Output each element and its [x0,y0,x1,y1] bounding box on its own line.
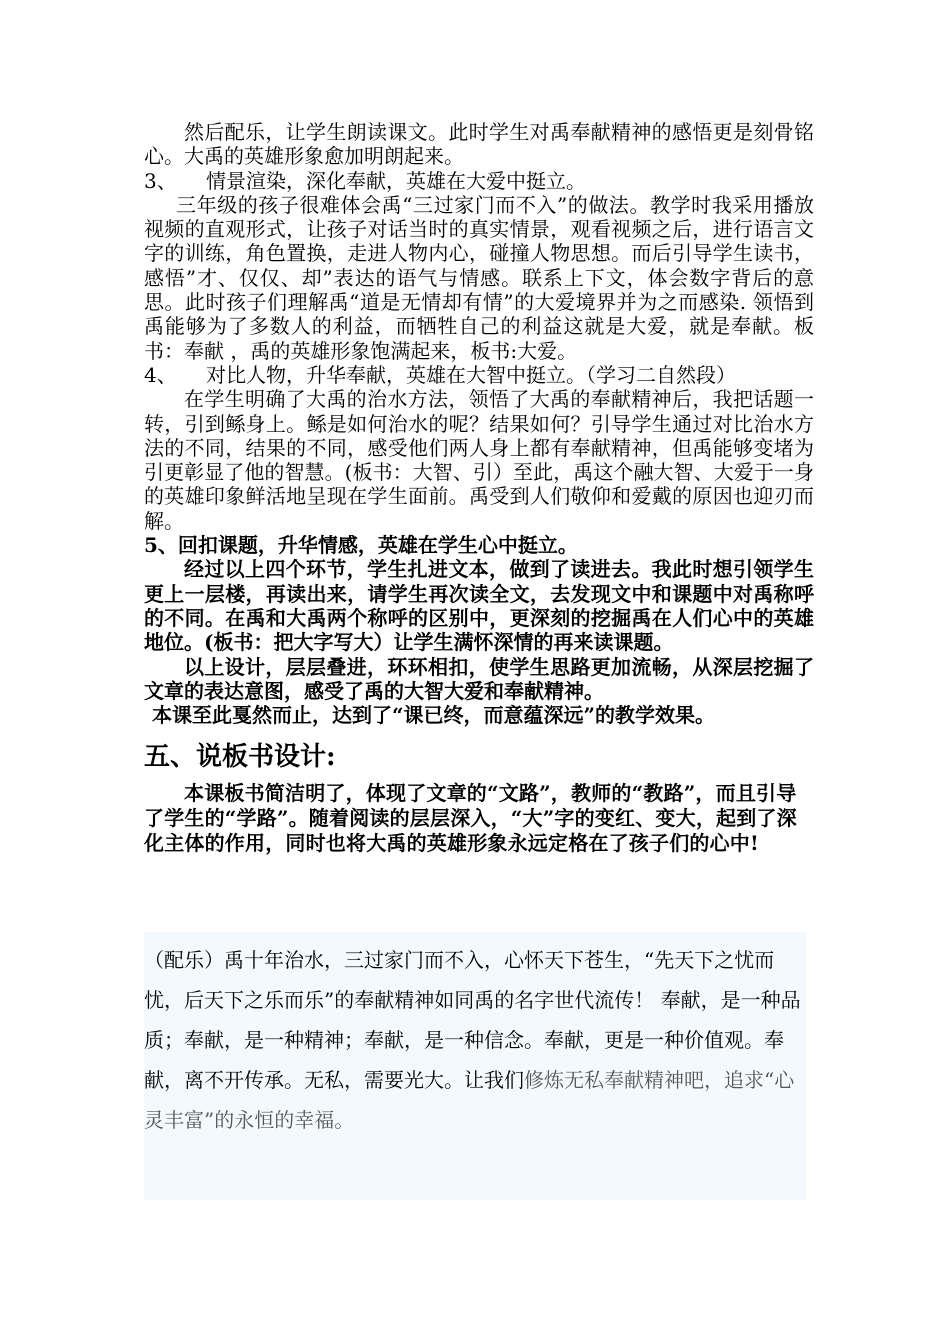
paragraph-music-reading: 然后配乐，让学生朗读课文。此时学生对禹奉献精神的感悟更是刻骨铭心。大禹的英雄形象愈加明朗起来。 [144,120,814,169]
paragraph-scene-rendering: 三年级的孩子很难体会禹“三过家门而不入”的做法。教学时我采用播放视频的直观形式，让孩子对话当时的真实情景，观看视频之后，进行语言文字的训练，角色置换，走进人物内心，碰撞人物思想。而后引导学生读书，感悟”才、仅仅、却”表达的语气与情感。联系上下文，体会数字背后的意思。此时孩子们理解禹“道是无情却有情”的大爱境界并为之而感染. 领悟到禹能够为了多数人的利益，而牺牲自己的利益这就是大爱，就是奉献。板书：奉献 ，禹的英雄形象饱满起来，板书:大爱。 [144,192,814,363]
step-title: 对比人物，升华奉献，英雄在大智中挺立。（学习二自然段） [206,362,736,387]
paragraph-summary: 以上设计，层层叠进，环环相扣，使学生思路更加流畅，从深层挖掘了文章的表达意图，感受了禹的大智大爱和奉献精神。 [144,654,814,703]
heading-step-5: 5、回扣课题，升华情感，英雄在学生心中挺立。 [144,533,578,558]
heading-step-3 [144,169,814,193]
section-heading-board-design: 五、说板书设计: [144,742,336,773]
paragraph-ending: 本课至此戛然而止，达到了“课已终，而意蕴深远”的教学效果。 [152,703,716,728]
paragraph-four-links: 经过以上四个环节，学生扎进文本，做到了读进去。我此时想引领学生更上一层楼，再读出来，请学生再次读全文，去发现文中和课题中对禹称呼的不同。在禹和大禹两个称呼的区别中，更深刻的挖掘禹在人们心中的英雄地位。(板书：把大字写大）让学生满怀深情的再来读课题。 [144,557,814,655]
paragraph-closing [144,940,806,1140]
step-title: 情景渲染，深化奉献，英雄在大爱中挺立。 [206,168,586,193]
paragraph-compare-characters: 在学生明确了大禹的治水方法，领悟了大禹的奉献精神后，我把话题一转，引到鲧身上。鲧是如何治水的呢？结果如何？引导学生通过对比治水方法的不同，结果的不同，感受他们两人身上都有奉献精神，但禹能够变堵为引更彰显了他的智慧。(板书：大智、引）至此，禹这个融大智、大爱于一身的英雄印象鲜活地呈现在学生面前。禹受到人们敬仰和爱戴的原因也迎刃而解。 [144,387,814,533]
closing-text-grey: 修炼无私奉献精神吧，追求“心灵丰富”的永恒的幸福。 [144,1068,795,1132]
step-number: 4、 [144,362,177,387]
closing-text: （配乐）禹十年治水，三过家门而不入，心怀天下苍生，“先天下之忧而忧，后天下之乐而乐”的奉献精神如同禹的名字世代流传！ 奉献，是一种品质；奉献，是一种精神；奉献，是一种信念。奉献，更是一种价值观。奉献，离不开传承。无私，需要光大。让我们 [144,948,801,1092]
step-number: 3、 [144,168,177,193]
paragraph-board-design: 本课板书简洁明了，体现了文章的“文路”，教师的“教路”，而且引导了学生的“学路”。随着阅读的层层深入，“大”字的变红、变大，起到了深化主体的作用，同时也将大禹的英雄形象永远定格在了孩子们的心中! [144,781,797,856]
heading-step-4 [144,363,814,387]
document-body [144,120,814,856]
